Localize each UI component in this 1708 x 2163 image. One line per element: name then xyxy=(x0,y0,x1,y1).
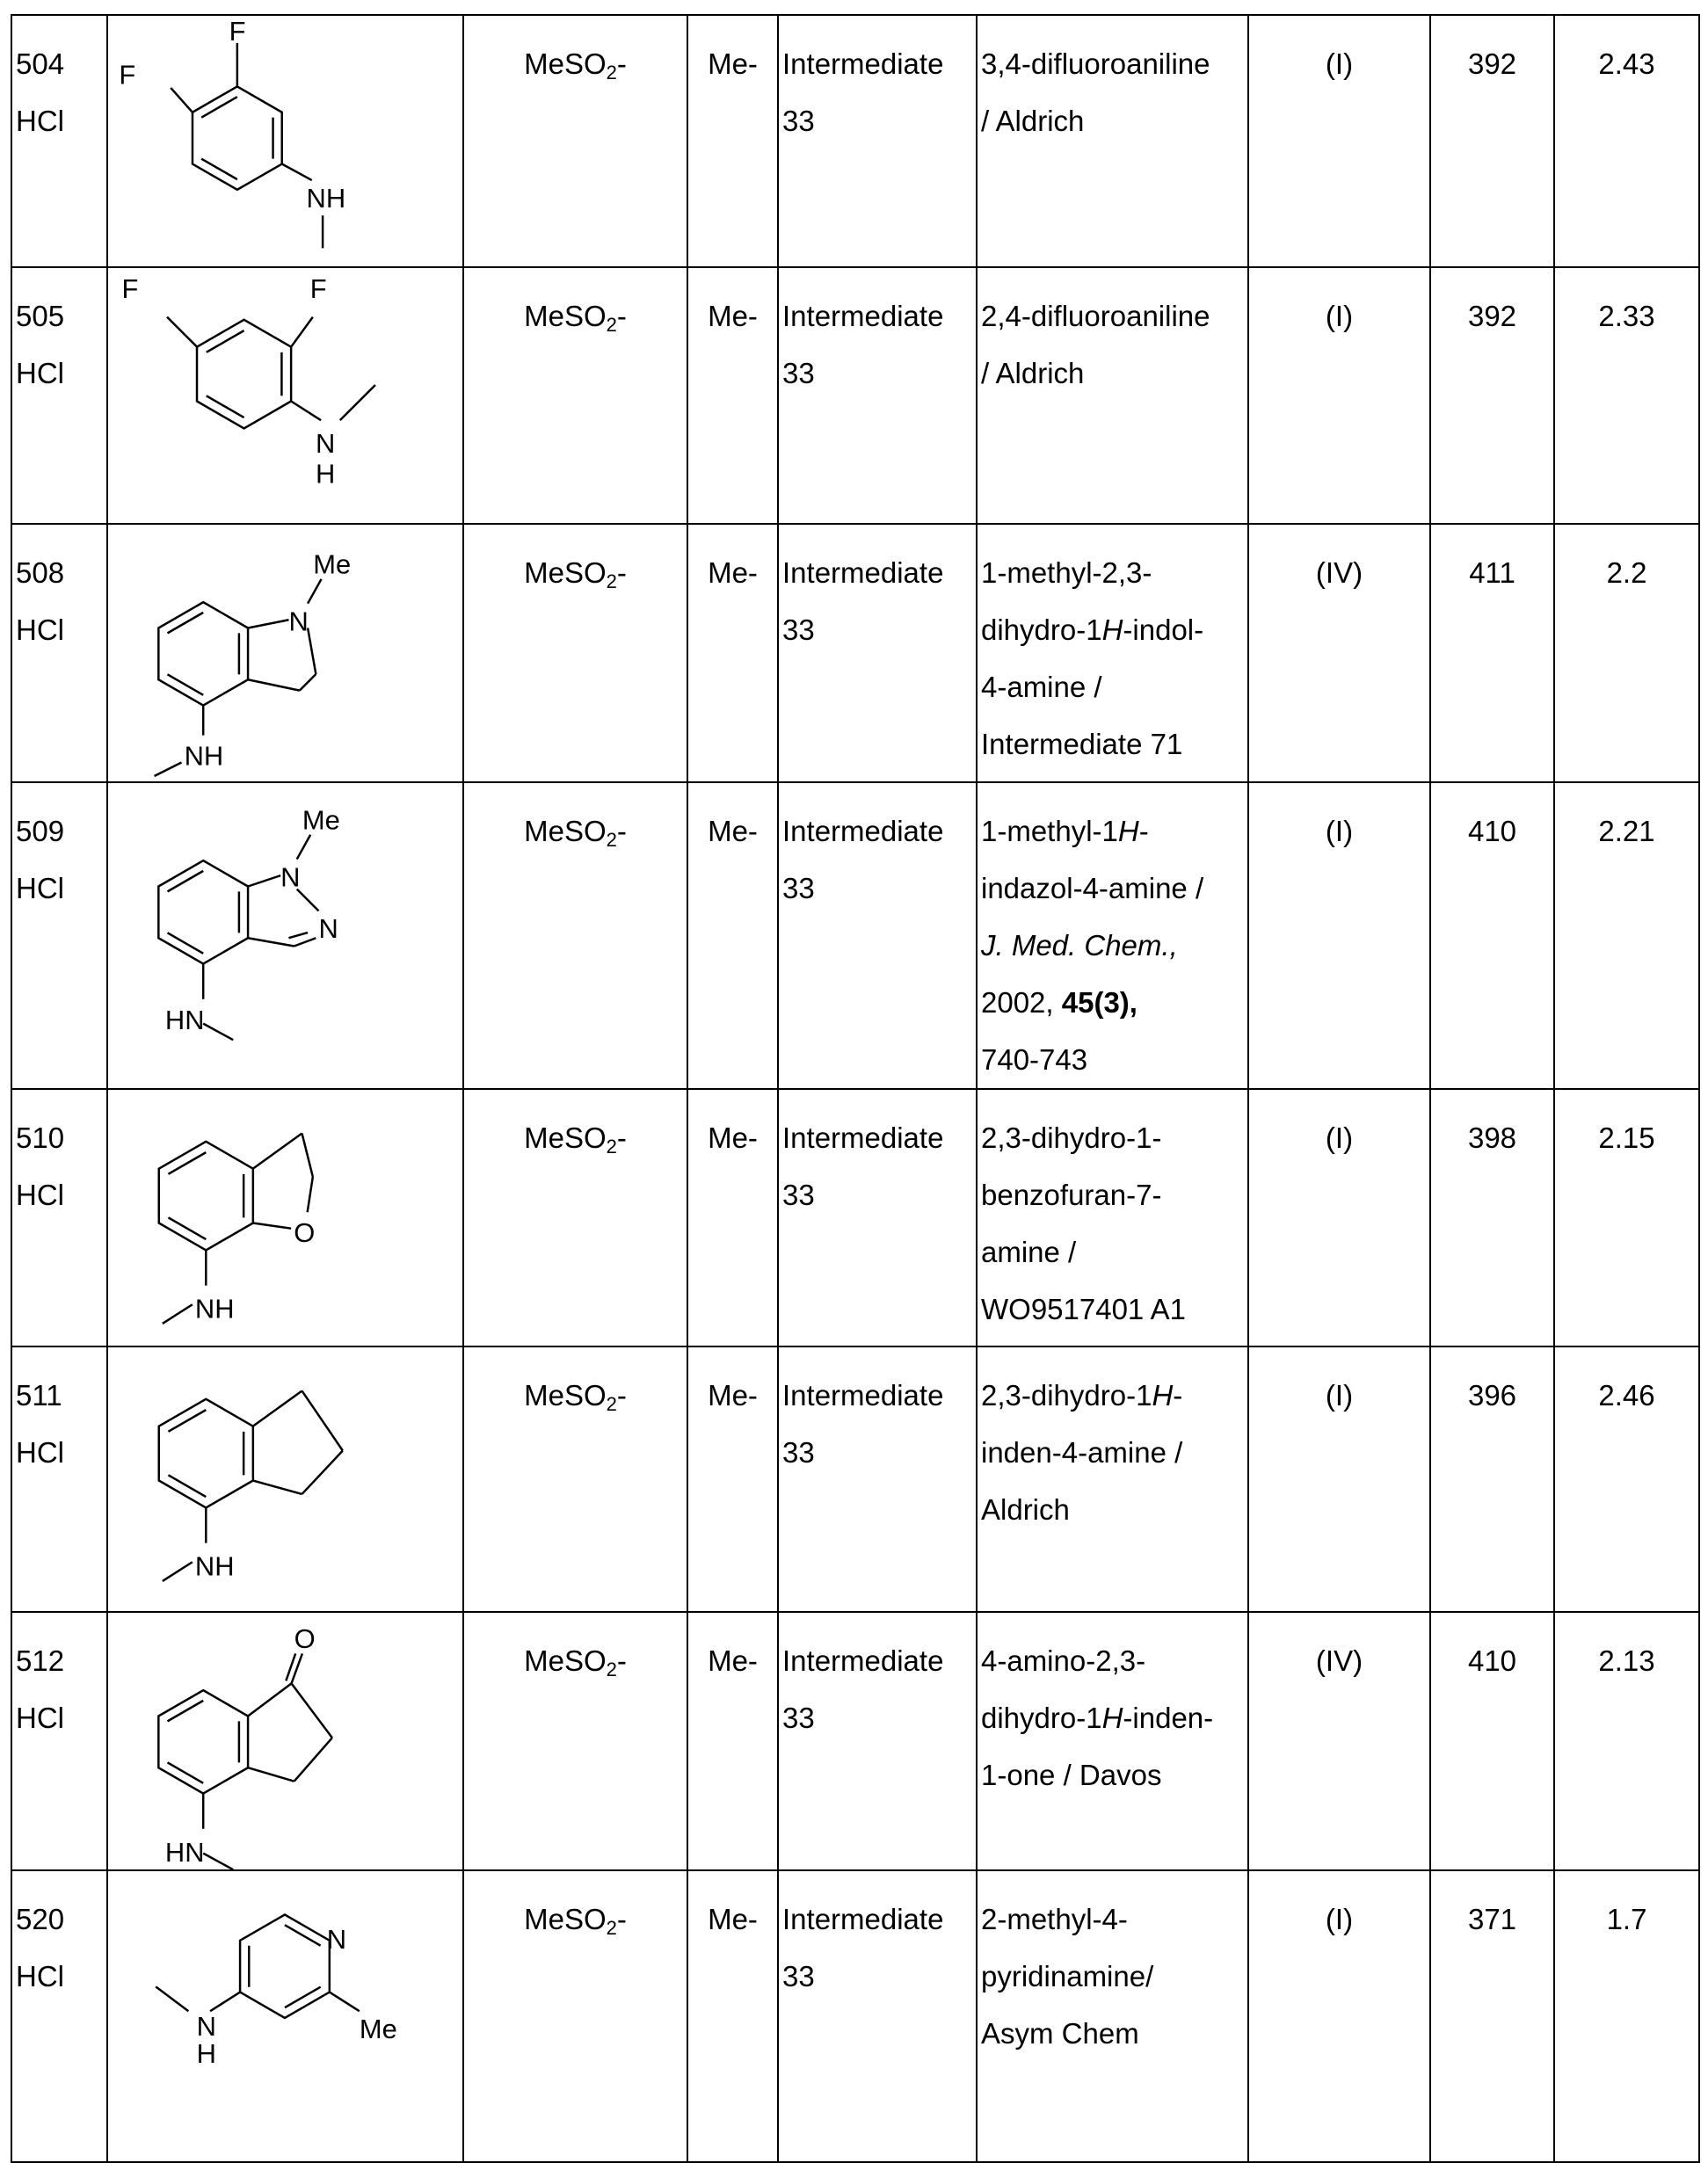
r1-subscript: 2 xyxy=(607,1136,617,1158)
chemical-structure xyxy=(108,1871,464,2163)
r2-cell xyxy=(687,15,778,267)
atom-label: HN xyxy=(165,1837,205,1868)
r1-text: MeSO xyxy=(524,300,607,332)
example-number: 505 xyxy=(16,287,106,345)
mass-value: 392 xyxy=(1431,16,1553,92)
example-number: 509 xyxy=(16,802,106,860)
atom-label: O xyxy=(294,1623,316,1654)
source-cell xyxy=(977,524,1248,782)
source-line: pyridinamine/ xyxy=(981,1948,1247,2005)
r2-cell xyxy=(687,267,778,524)
atom-label: Me xyxy=(360,2014,397,2044)
r1-suffix: - xyxy=(617,1121,627,1154)
mass-value: 371 xyxy=(1431,1871,1553,1948)
source-line: 2,4-difluoroaniline xyxy=(981,287,1247,345)
intermediate-label: Intermediate xyxy=(782,287,976,345)
rt-cell xyxy=(1554,782,1699,1089)
atom-label: Me xyxy=(302,805,340,836)
source-line: indazol-4-amine / xyxy=(981,860,1247,917)
rt-cell xyxy=(1554,1870,1699,2162)
mass-value: 411 xyxy=(1431,525,1553,601)
example-id-cell xyxy=(11,782,107,1089)
salt-form: HCl xyxy=(16,1166,106,1223)
r2-text: Me- xyxy=(688,1347,777,1424)
source-cell xyxy=(977,1612,1248,1870)
r1-text: MeSO xyxy=(524,556,607,589)
intermediate-cell xyxy=(778,524,977,782)
procedure-cell xyxy=(1248,1089,1430,1346)
intermediate-label: Intermediate xyxy=(782,1632,976,1689)
source-line: Asym Chem xyxy=(981,2005,1247,2062)
r1-cell xyxy=(463,1089,687,1346)
r1-text: MeSO xyxy=(524,1121,607,1154)
source-line: Intermediate 71 xyxy=(981,715,1247,773)
mh-cell xyxy=(1430,1870,1554,2162)
source-line: 1-methyl-1H- xyxy=(981,802,1247,860)
table-row xyxy=(11,15,1699,267)
intermediate-number: 33 xyxy=(782,345,976,402)
r1-cell xyxy=(463,1346,687,1612)
r1-text: MeSO xyxy=(524,815,607,847)
intermediate-label: Intermediate xyxy=(782,1109,976,1166)
intermediate-label: Intermediate xyxy=(782,802,976,860)
r2-text: Me- xyxy=(688,16,777,92)
atom-label: N xyxy=(288,606,308,637)
chemical-structure xyxy=(108,525,464,783)
r1-subscript: 2 xyxy=(607,314,617,336)
r1-suffix: - xyxy=(617,47,627,80)
procedure-cell xyxy=(1248,524,1430,782)
intermediate-number: 33 xyxy=(782,1166,976,1223)
retention-time: 2.13 xyxy=(1555,1613,1698,1689)
example-number: 504 xyxy=(16,35,106,92)
example-number: 508 xyxy=(16,544,106,601)
intermediate-number: 33 xyxy=(782,1424,976,1481)
example-id-cell xyxy=(11,1346,107,1612)
source-cell xyxy=(977,782,1248,1089)
r1-text: MeSO xyxy=(524,1903,607,1935)
procedure-cell xyxy=(1248,15,1430,267)
r1-cell xyxy=(463,15,687,267)
procedure-cell xyxy=(1248,1612,1430,1870)
structure-cell xyxy=(107,267,463,524)
source-line: / Aldrich xyxy=(981,92,1247,149)
r2-cell xyxy=(687,524,778,782)
r1-text: MeSO xyxy=(524,47,607,80)
structure-cell xyxy=(107,1089,463,1346)
intermediate-cell xyxy=(778,782,977,1089)
source-cell xyxy=(977,1089,1248,1346)
atom-label: O xyxy=(294,1217,315,1248)
r1-subscript: 2 xyxy=(607,829,617,851)
procedure-text: (I) xyxy=(1249,783,1429,860)
r1-cell xyxy=(463,782,687,1089)
source-line: 2,3-dihydro-1- xyxy=(981,1109,1247,1166)
atom-label: N xyxy=(316,428,335,459)
r2-cell xyxy=(687,1346,778,1612)
mh-cell xyxy=(1430,1612,1554,1870)
table-row xyxy=(11,782,1699,1089)
chemical-structure xyxy=(108,1347,464,1613)
example-id-cell xyxy=(11,1612,107,1870)
example-id-cell xyxy=(11,267,107,524)
intermediate-cell xyxy=(778,1870,977,2162)
intermediate-label: Intermediate xyxy=(782,1367,976,1424)
r2-text: Me- xyxy=(688,783,777,860)
retention-time: 2.33 xyxy=(1555,268,1698,345)
r2-text: Me- xyxy=(688,268,777,345)
structure-cell xyxy=(107,782,463,1089)
source-line: WO9517401 A1 xyxy=(981,1281,1247,1338)
procedure-text: (I) xyxy=(1249,268,1429,345)
source-cell xyxy=(977,267,1248,524)
rt-cell xyxy=(1554,267,1699,524)
source-line: dihydro-1H-indol- xyxy=(981,601,1247,658)
chemical-structure xyxy=(108,268,464,525)
salt-form: HCl xyxy=(16,1424,106,1481)
procedure-text: (IV) xyxy=(1249,1613,1429,1689)
rt-cell xyxy=(1554,1612,1699,1870)
r1-cell xyxy=(463,524,687,782)
r1-suffix: - xyxy=(617,556,627,589)
source-line: benzofuran-7- xyxy=(981,1166,1247,1223)
example-id-cell xyxy=(11,1870,107,2162)
intermediate-cell xyxy=(778,15,977,267)
atom-label: N xyxy=(197,2011,216,2042)
mass-value: 410 xyxy=(1431,1613,1553,1689)
mass-value: 396 xyxy=(1431,1347,1553,1424)
r1-text: MeSO xyxy=(524,1644,607,1677)
atom-label: N xyxy=(318,913,338,944)
chemical-structure xyxy=(108,16,464,268)
chemical-structure xyxy=(108,783,464,1042)
procedure-cell xyxy=(1248,267,1430,524)
example-number: 512 xyxy=(16,1632,106,1689)
intermediate-cell xyxy=(778,267,977,524)
r1-cell xyxy=(463,267,687,524)
atom-label: Me xyxy=(313,549,351,580)
structure-cell xyxy=(107,524,463,782)
source-line: 2-methyl-4- xyxy=(981,1891,1247,1948)
mh-cell xyxy=(1430,1346,1554,1612)
procedure-text: (I) xyxy=(1249,1871,1429,1948)
example-id-cell xyxy=(11,1089,107,1346)
atom-label: F xyxy=(229,16,246,47)
source-line: 4-amino-2,3- xyxy=(981,1632,1247,1689)
r2-text: Me- xyxy=(688,1871,777,1948)
chemical-structure xyxy=(108,1090,464,1347)
source-line: 2002, 45(3), xyxy=(981,974,1247,1031)
procedure-text: (I) xyxy=(1249,1347,1429,1424)
retention-time: 2.21 xyxy=(1555,783,1698,860)
mh-cell xyxy=(1430,15,1554,267)
rt-cell xyxy=(1554,15,1699,267)
source-line: 740-743 xyxy=(981,1031,1247,1088)
r2-cell xyxy=(687,782,778,1089)
r1-subscript: 2 xyxy=(607,62,617,83)
source-line: inden-4-amine / xyxy=(981,1424,1247,1481)
salt-form: HCl xyxy=(16,92,106,149)
atom-label: NH xyxy=(185,741,224,772)
r2-cell xyxy=(687,1089,778,1346)
source-line: 4-amine / xyxy=(981,658,1247,715)
r2-text: Me- xyxy=(688,1090,777,1166)
source-line: amine / xyxy=(981,1223,1247,1281)
intermediate-number: 33 xyxy=(782,92,976,149)
intermediate-number: 33 xyxy=(782,601,976,658)
source-line: Aldrich xyxy=(981,1481,1247,1538)
procedure-cell xyxy=(1248,782,1430,1089)
intermediate-label: Intermediate xyxy=(782,544,976,601)
retention-time: 2.2 xyxy=(1555,525,1698,601)
r1-subscript: 2 xyxy=(607,1393,617,1415)
example-id-cell xyxy=(11,524,107,782)
atom-label: N xyxy=(327,1924,346,1955)
r1-cell xyxy=(463,1612,687,1870)
atom-label: F xyxy=(310,273,327,304)
mh-cell xyxy=(1430,267,1554,524)
source-cell xyxy=(977,1346,1248,1612)
rt-cell xyxy=(1554,1346,1699,1612)
table-row xyxy=(11,524,1699,782)
mh-cell xyxy=(1430,524,1554,782)
source-cell xyxy=(977,15,1248,267)
example-number: 520 xyxy=(16,1891,106,1948)
retention-time: 2.43 xyxy=(1555,16,1698,92)
retention-time: 1.7 xyxy=(1555,1871,1698,1948)
mass-value: 398 xyxy=(1431,1090,1553,1166)
atom-label: NH xyxy=(195,1294,235,1325)
procedure-text: (I) xyxy=(1249,16,1429,92)
intermediate-label: Intermediate xyxy=(782,35,976,92)
r1-suffix: - xyxy=(617,1644,627,1677)
retention-time: 2.46 xyxy=(1555,1347,1698,1424)
r2-text: Me- xyxy=(688,1613,777,1689)
atom-label: F xyxy=(119,59,135,90)
table-row xyxy=(11,1089,1699,1346)
retention-time: 2.15 xyxy=(1555,1090,1698,1166)
source-line: J. Med. Chem., xyxy=(981,917,1247,974)
intermediate-number: 33 xyxy=(782,860,976,917)
r1-suffix: - xyxy=(617,1379,627,1412)
intermediate-cell xyxy=(778,1346,977,1612)
r1-subscript: 2 xyxy=(607,570,617,592)
source-line: / Aldrich xyxy=(981,345,1247,402)
mass-value: 410 xyxy=(1431,783,1553,860)
r1-subscript: 2 xyxy=(607,1659,617,1680)
r1-suffix: - xyxy=(617,815,627,847)
r2-cell xyxy=(687,1612,778,1870)
r1-suffix: - xyxy=(617,1903,627,1935)
example-id-cell xyxy=(11,15,107,267)
procedure-cell xyxy=(1248,1346,1430,1612)
r1-cell xyxy=(463,1870,687,2162)
example-number: 510 xyxy=(16,1109,106,1166)
chemical-structure xyxy=(108,1613,464,1871)
atom-label: HN xyxy=(165,1005,205,1035)
intermediate-cell xyxy=(778,1612,977,1870)
mh-cell xyxy=(1430,782,1554,1089)
salt-form: HCl xyxy=(16,345,106,402)
procedure-text: (I) xyxy=(1249,1090,1429,1166)
source-line: 2,3-dihydro-1H- xyxy=(981,1367,1247,1424)
structure-cell xyxy=(107,1346,463,1612)
procedure-cell xyxy=(1248,1870,1430,2162)
atom-label: H xyxy=(197,2038,216,2069)
atom-label: F xyxy=(121,273,138,304)
table-row xyxy=(11,1870,1699,2162)
atom-label: NH xyxy=(195,1551,235,1582)
source-line: dihydro-1H-inden- xyxy=(981,1689,1247,1746)
example-number: 511 xyxy=(16,1367,106,1424)
salt-form: HCl xyxy=(16,601,106,658)
salt-form: HCl xyxy=(16,1689,106,1746)
source-line: 1-methyl-2,3- xyxy=(981,544,1247,601)
salt-form: HCl xyxy=(16,860,106,917)
r1-text: MeSO xyxy=(524,1379,607,1412)
rt-cell xyxy=(1554,524,1699,782)
mh-cell xyxy=(1430,1089,1554,1346)
intermediate-cell xyxy=(778,1089,977,1346)
atom-label: H xyxy=(316,458,335,489)
source-cell xyxy=(977,1870,1248,2162)
r2-cell xyxy=(687,1870,778,2162)
table-row xyxy=(11,267,1699,524)
rt-cell xyxy=(1554,1089,1699,1346)
intermediate-number: 33 xyxy=(782,1948,976,2005)
source-line: 3,4-difluoroaniline xyxy=(981,35,1247,92)
intermediate-number: 33 xyxy=(782,1689,976,1746)
compound-table xyxy=(11,14,1700,2163)
structure-cell xyxy=(107,1612,463,1870)
r2-text: Me- xyxy=(688,525,777,601)
r1-suffix: - xyxy=(617,300,627,332)
atom-label: N xyxy=(280,861,300,892)
table-row xyxy=(11,1346,1699,1612)
atom-label: NH xyxy=(307,183,346,214)
structure-cell xyxy=(107,1870,463,2162)
intermediate-label: Intermediate xyxy=(782,1891,976,1948)
r1-subscript: 2 xyxy=(607,1917,617,1939)
source-line: 1-one / Davos xyxy=(981,1746,1247,1804)
procedure-text: (IV) xyxy=(1249,525,1429,601)
table-row xyxy=(11,1612,1699,1870)
mass-value: 392 xyxy=(1431,268,1553,345)
structure-cell xyxy=(107,15,463,267)
salt-form: HCl xyxy=(16,1948,106,2005)
